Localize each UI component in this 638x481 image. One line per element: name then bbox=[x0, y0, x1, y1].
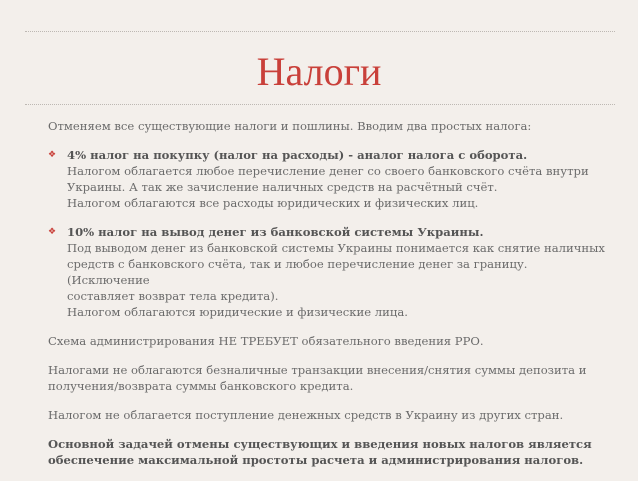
slide-content bbox=[48, 118, 608, 481]
bullet-line: составляет возврат тела кредита). bbox=[67, 289, 279, 303]
bullet-item-purchase-tax bbox=[48, 147, 608, 211]
bullet-line: Налогом облагаются юридические и физические лица. bbox=[67, 305, 408, 319]
diamond-bullet-icon: ❖ bbox=[48, 227, 57, 237]
diamond-bullet-icon: ❖ bbox=[48, 150, 57, 160]
paragraph-line: Схема администрирования НЕ ТРЕБУЕТ обязательного введения РРО. bbox=[48, 334, 484, 348]
bullet-line: Под выводом денег из банковской системы Украины понимается как снятие наличных bbox=[67, 241, 605, 255]
bullet-heading: 4% налог на покупку (налог на расходы) - аналог налога с оборота. bbox=[67, 148, 528, 162]
paragraph-rro bbox=[48, 333, 608, 349]
paragraph-line: Налогами не облагаются безналичные транзакции внесения/снятия суммы депозита и bbox=[48, 363, 587, 377]
bullet-line: средств с банковского счёта, так и любое перечисление денег за границу. (Исключение bbox=[67, 257, 528, 287]
top-divider bbox=[25, 31, 615, 32]
bullet-line: Украины. А так же зачисление наличных средств на расчётный счёт. bbox=[67, 180, 498, 194]
conclusion-line: Основной задачей отмены существующих и введения новых налогов является bbox=[48, 437, 592, 451]
paragraph-line: Налогом не облагается поступление денежных средств в Украину из других стран. bbox=[48, 408, 564, 422]
conclusion-text bbox=[48, 436, 608, 468]
bullet-line: Налогом облагается любое перечисление денег со своего банковского счёта внутри bbox=[67, 164, 589, 178]
slide-title: Налоги bbox=[256, 49, 382, 94]
bullet-heading: 10% налог на вывод денег из банковской системы Украины. bbox=[67, 225, 484, 239]
bullet-item-withdrawal-tax bbox=[48, 224, 608, 320]
bullet-line: Налогом облагаются все расходы юридических и физических лиц. bbox=[67, 196, 479, 210]
paragraph-inflow bbox=[48, 407, 608, 423]
intro-text: Отменяем все существующие налоги и пошлины. Вводим два простых налога: bbox=[48, 119, 532, 133]
conclusion-line: обеспечение максимальной простоты расчета и администрирования налогов. bbox=[48, 453, 584, 467]
title-divider bbox=[25, 104, 615, 105]
paragraph-cashless bbox=[48, 362, 608, 394]
paragraph-line: получения/возврата суммы банковского кредита. bbox=[48, 379, 354, 393]
